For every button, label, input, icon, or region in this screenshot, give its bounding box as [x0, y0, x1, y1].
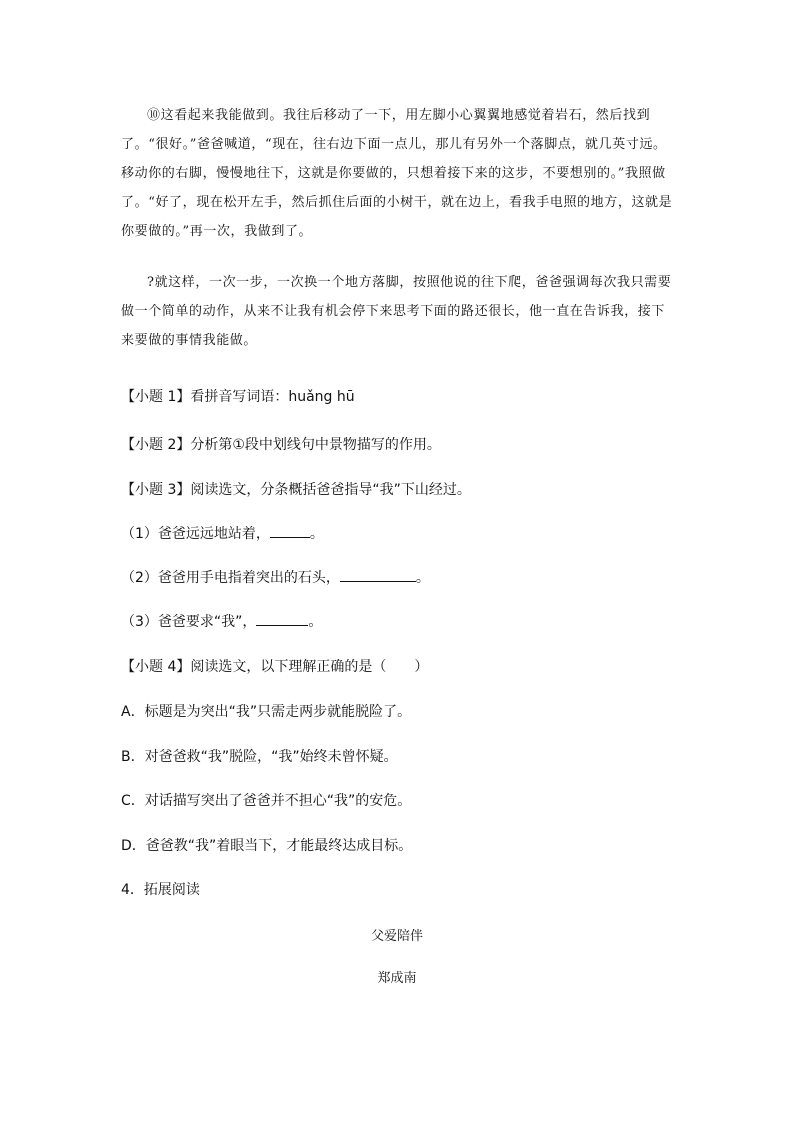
section-4-heading: 4．拓展阅读: [121, 882, 200, 898]
question-3-item-1: [121, 523, 324, 543]
question-4-option-d: D．爸爸教“我”着眼当下，才能最终达成目标。: [121, 838, 413, 854]
passage-paragraph-11: ?就这样，一次一步，一次换一个地方落脚，按照他说的往下爬，爸爸强调每次我只需要做一个简单的动作，从来不让我有机会停下来思考下面的路还很长，他一直在告诉我，接下来要做的事情我能做。: [121, 275, 672, 348]
question-4-option-c: C．对话描写突出了爸爸并不担心“我”的安危。: [121, 793, 412, 809]
question-4-option-b: B．对爸爸救“我”脱险，“我”始终未曾怀疑。: [121, 749, 398, 765]
question-1: 【小题 1】看拼音写词语：huǎng hū: [121, 389, 355, 405]
answer-blank-3[interactable]: [256, 613, 308, 626]
answer-blank-2[interactable]: [340, 569, 416, 582]
question-3-item-2-text: （2）爸爸用手电指着突出的石头，: [121, 570, 340, 586]
answer-blank-1[interactable]: [270, 525, 310, 538]
question-3-item-2: [121, 567, 430, 587]
question-4: 【小题 4】阅读选文，以下理解正确的是（ ）: [121, 659, 429, 675]
period: 。: [309, 526, 324, 542]
question-3-item-1-text: （1）爸爸远远地站着，: [121, 526, 270, 542]
question-3: 【小题 3】阅读选文，分条概括爸爸指导“我”下山经过。: [121, 482, 471, 498]
article-title: 父爱陪伴: [370, 929, 423, 944]
question-4-option-a: A．标题是为突出“我”只需走两步就能脱险了。: [121, 704, 412, 720]
question-3-item-3: [121, 611, 322, 631]
passage-paragraph-10: ⑩这看起来我能做到。我往后移动了一下，用左脚小心翼翼地感觉着岩石，然后找到了。“很好。”爸爸喊道，“现在，往右边下面一点儿，那儿有另外一个落脚点，就几英寸远。移动你的右脚，慢慢地往下，这就是你要做的，只想着接下来的这步，不要想别的。”我照做了。“好了，现在松开左手，然后抓住后面的小树干，就在边上，看我手电照的地方，这就是你要做的。”再一次，我做到了。: [121, 108, 673, 239]
question-2: 【小题 2】分析第①段中划线句中景物描写的作用。: [121, 437, 441, 453]
question-3-item-3-text: （3）爸爸要求“我”，: [121, 614, 257, 630]
article-author: 郑成南: [377, 971, 417, 986]
period: 。: [308, 614, 323, 630]
period: 。: [415, 570, 430, 586]
